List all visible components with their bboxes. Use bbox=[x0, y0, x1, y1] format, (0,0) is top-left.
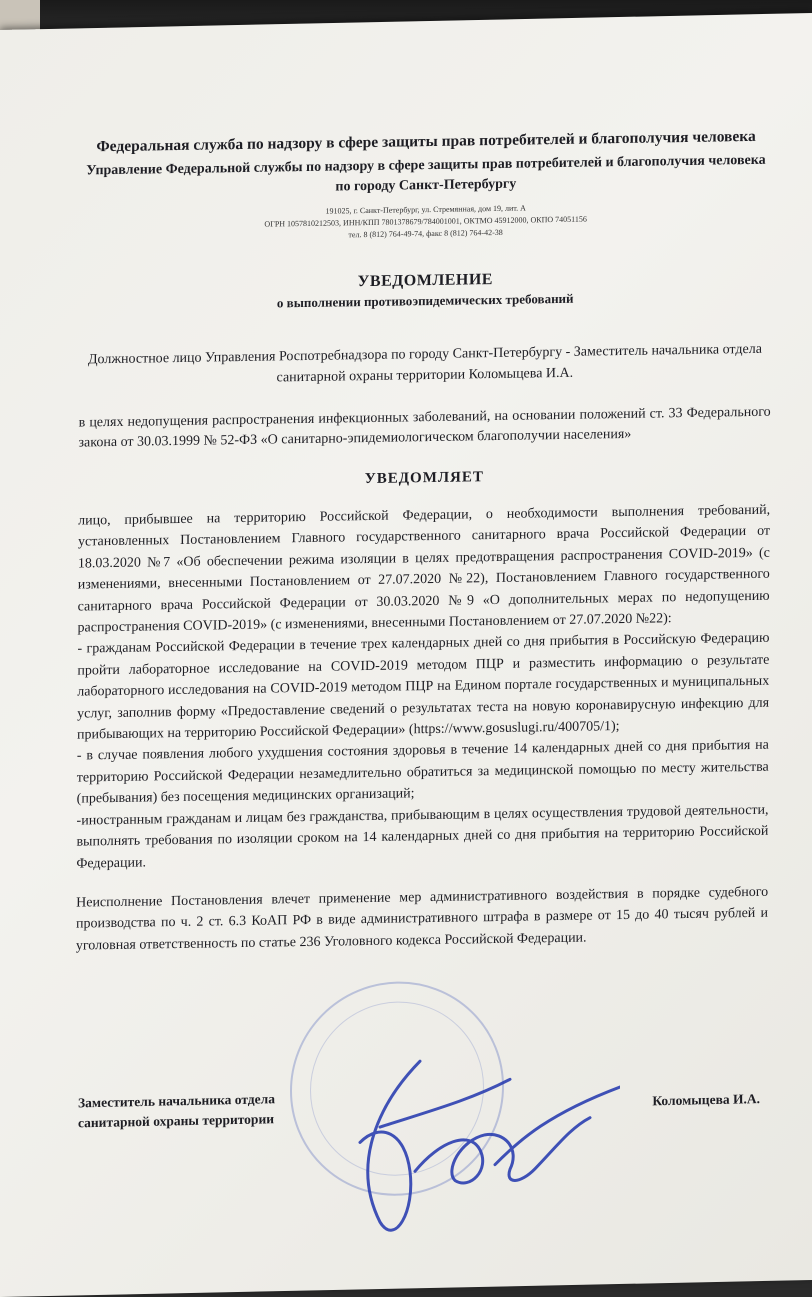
address-line: 191025, г. Санкт-Петербург, ул. Стремянная, дом 19, лит. А bbox=[325, 203, 526, 216]
requirement-item: - в случае появления любого ухудшения состояния здоровья в течение 14 календарных дней со дня прибытия на территорию Российской Федерации незамедлительно обратиться за медицинской помощью по месту жительства (пребывания) без посещения медицинских организаций; bbox=[76, 738, 769, 807]
address-block bbox=[80, 199, 772, 246]
signer-position bbox=[78, 1089, 275, 1133]
agency-name: Федеральная служба по надзору в сфере защиты прав потребителей и благополучия человека bbox=[96, 127, 756, 156]
requirements-body bbox=[76, 500, 770, 875]
phone-line: тел. 8 (812) 764-49-74, факс 8 (812) 764-42-38 bbox=[348, 227, 503, 240]
signature-block bbox=[78, 1079, 770, 1153]
requirement-item: -иностранным гражданам и лицам без гражданства, прибывающим в целях осуществления трудовой деятельности, выполнять требования по изоляции сроком на 14 календарных дней со дня прибытия на территорию Российской Федерации. bbox=[76, 802, 769, 872]
notify-heading: УВЕДОМЛЯЕТ bbox=[364, 469, 484, 488]
branch-name: Управление Федеральной службы по надзору в сфере защиты прав потребителей и благополучия человека по городу Санкт-Петербургу bbox=[86, 152, 766, 195]
official-statement: Должностное лицо Управления Роспотребнадзора по городу Санкт-Петербургу - Заместитель начальника отдела санитарной охраны территории Коломыцева И.А. bbox=[87, 341, 762, 386]
document-title: УВЕДОМЛЕНИЕ bbox=[357, 271, 494, 291]
ids-line: ОГРН 1057810212503, ИНН/КПП 7801378679/784001001, ОКТМО 45912000, ОКПО 74051156 bbox=[264, 214, 587, 229]
requirements-intro: лицо, прибывшее на территорию Российской Федерации, о необходимости выполнения требований, установленных Постановлением Главного государственного санитарного врача Российской Федерации от 18.03.2020 №7 «Об обеспечении режима изоляции в целях предотвращения распространения COVID-2019» (с изменениями, внесенными Постановлением от 27.07.2020 №22), Постановлением Главного государственного санитарного врача Российской Федерации от 30.03.2020 №9 «О дополнительных мерах по недопущению распространения COVID-2019» (с изменениями, внесенными Постановлением от 27.07.2020 №22): bbox=[77, 502, 771, 636]
requirement-item: - гражданам Российской Федерации в течение трех календарных дней со дня прибытия в Российскую Федерацию пройти лабораторное исследование на COVID-2019 методом ПЦР и разместить информацию о результате лабораторного исследования на COVID-2019 методом ПЦР на Едином портале государственных и муниципальных услуг, заполнив форму «Предоставление сведений о результатах теста на новую коронавирусную инфекцию для прибывающих на территорию Российской Федерации» (https://www.gosuslugi.ru/400705/1); bbox=[76, 631, 770, 743]
document-content bbox=[76, 126, 772, 957]
signer-position-line: санитарной охраны территории bbox=[78, 1111, 275, 1131]
document-subtitle: о выполнении противоэпидемических требований bbox=[276, 290, 574, 311]
signer-position-line: Заместитель начальника отдела bbox=[78, 1091, 275, 1111]
legal-basis: в целях недопущения распространения инфекционных заболеваний, на основании положений ст. 33 Федерального закона от 30.03.1999 № 52-ФЗ «О санитарно-эпидемиологическом благополучии населения» bbox=[78, 404, 771, 451]
penalty-paragraph: Неисполнение Постановления влечет применение мер административного воздействия в порядке судебного производства по ч. 2 ст. 6.3 КоАП РФ в виде административного штрафа в размере от 15 до 40 тысяч рублей и уголовная ответственность по статье 236 Уголовного кодекса Российской Федерации. bbox=[75, 884, 769, 954]
document-sheet bbox=[0, 13, 812, 1297]
signer-name: Коломыцева И.А. bbox=[652, 1091, 760, 1109]
